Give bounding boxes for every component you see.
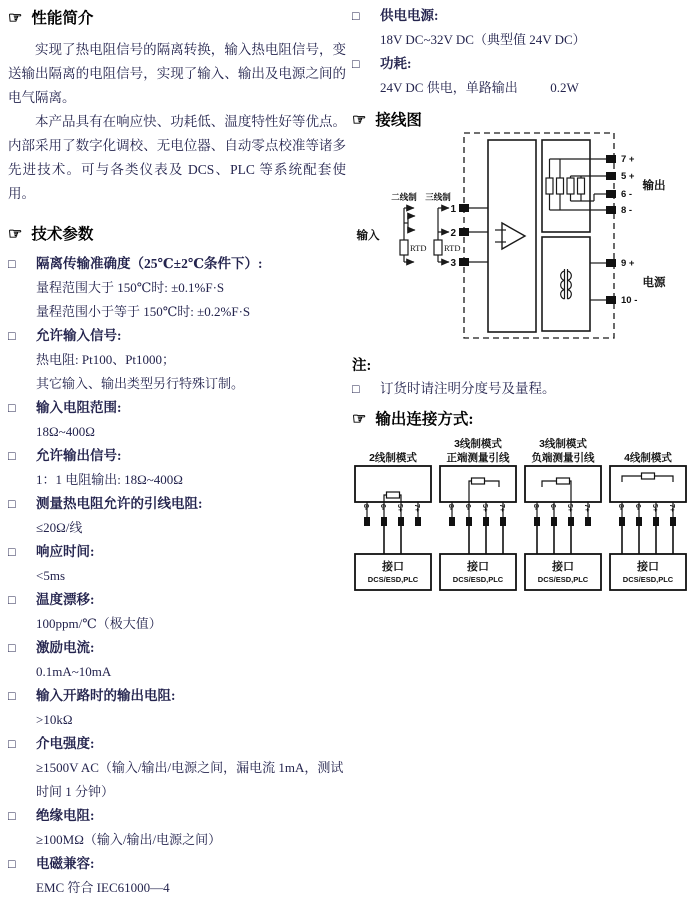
tech-item-label: 允许输入信号: [36, 328, 122, 343]
output-terminal-label: 6 - [621, 189, 633, 200]
interface-label: 接口 [382, 561, 404, 573]
load-resistor-icon [387, 492, 400, 498]
checkbox-bullet-icon: □ [8, 857, 16, 871]
output-connection-modes [352, 435, 692, 596]
pin-label: 5+ [566, 504, 573, 512]
note-text: 订货时请注明分度号及量程。 [380, 381, 556, 396]
checkbox-bullet-icon: □ [8, 257, 16, 271]
interface-sublabel: DCS/ESD,PLC [537, 575, 589, 584]
tech-item [8, 684, 346, 732]
checkbox-bullet-icon: □ [352, 57, 360, 71]
tech-item-label: 绝缘电阻: [36, 808, 95, 823]
mode-4wire-diagram [607, 465, 689, 591]
tech-item [8, 492, 346, 540]
note-heading: 注: [352, 358, 372, 374]
tech-item-label: 响应时间: [36, 544, 95, 559]
tech-item-value: ≤20Ω/线 [36, 520, 83, 535]
power-item-value: 24V DC 供电，单路输出 0.2W [380, 80, 579, 95]
power-terminal-label: 9 + [621, 258, 635, 269]
checkbox-bullet-icon: □ [8, 641, 16, 655]
pin-label: 8- [362, 504, 369, 511]
pin-label: 6- [549, 504, 556, 511]
pin-label: 7+ [498, 504, 505, 512]
checkbox-bullet-icon: □ [352, 9, 360, 23]
checkbox-bullet-icon: □ [8, 545, 16, 559]
tech-item-value: ≥1500V AC（输入/输出/电源之间，漏电流 1mA，测试时间 1 分钟） [36, 760, 344, 799]
tech-item [8, 636, 346, 684]
section-heading-tech-params [8, 222, 346, 244]
pin-label: 7+ [583, 504, 590, 512]
input-terminal-label: 1 [450, 204, 456, 215]
mode-3wire-negative [522, 435, 604, 596]
pointing-hand-icon: ☞ [8, 10, 23, 27]
input-terminal-label: 3 [450, 258, 456, 269]
tech-item-value: 0.1mA~10mA [36, 664, 112, 679]
tech-item [8, 852, 346, 900]
mode-title-line: 3线制模式 [539, 438, 587, 450]
tech-item-value: 量程范围大于 150℃时: ±0.1%F·S [36, 280, 225, 295]
pointing-hand-icon: ☞ [352, 112, 367, 129]
tech-item [8, 804, 346, 852]
checkbox-bullet-icon: □ [8, 401, 16, 415]
tech-item-label: 测量热电阻允许的引线电阻: [36, 496, 203, 511]
pointing-hand-icon: ☞ [352, 411, 367, 428]
tech-item-label: 激励电流: [36, 640, 95, 655]
mode-title [437, 435, 519, 465]
power-group-label: 电源 [642, 277, 666, 289]
output-terminal-label: 7 + [621, 154, 635, 165]
tech-item-label: 电磁兼容: [36, 856, 95, 871]
left-column [8, 4, 346, 900]
mode-3wire-pos-diagram [437, 465, 519, 591]
checkbox-bullet-icon: □ [8, 593, 16, 607]
tech-item-value: 18Ω~400Ω [36, 424, 95, 439]
two-wire-label: 二线制 [391, 192, 417, 202]
interface-sublabel: DCS/ESD,PLC [622, 575, 674, 584]
three-wire-label: 三线制 [425, 192, 451, 202]
mode-title [522, 435, 604, 465]
interface-label: 接口 [552, 561, 574, 573]
checkbox-bullet-icon: □ [352, 382, 360, 396]
intro-paragraph: 实现了热电阻信号的隔离转换，输入热电阻信号，变送输出隔离的电阻信号，实现了输入、输出及电源之间的电气隔离。 [8, 42, 346, 105]
power-supply-item [352, 4, 692, 52]
interface-sublabel: DCS/ESD,PLC [452, 575, 504, 584]
note-item [352, 377, 692, 401]
section-title: 输出连接方式: [375, 411, 474, 428]
interface-sublabel: DCS/ESD,PLC [367, 575, 419, 584]
tech-item-value: EMC 符合 IEC61000—4 [36, 880, 170, 895]
mode-2wire-diagram [352, 465, 434, 591]
tech-item-value: 1：1 电阻输出: 18Ω~400Ω [36, 472, 183, 487]
power-terminal-label: 10 - [621, 295, 638, 306]
mode-title [607, 435, 689, 465]
tech-item-label: 输入开路时的输出电阻: [36, 688, 176, 703]
pin-label: 7+ [668, 504, 675, 512]
checkbox-bullet-icon: □ [8, 809, 16, 823]
checkbox-bullet-icon: □ [8, 449, 16, 463]
tech-item-value: 量程范围小于等于 150℃时: ±0.2%F·S [36, 304, 251, 319]
transformer-block [542, 237, 590, 331]
checkbox-bullet-icon: □ [8, 737, 16, 751]
tech-item-value: 其它输入、输出类型另行特殊订制。 [36, 376, 245, 391]
right-column [352, 4, 692, 596]
tech-item-value: ≥100MΩ（输入/输出/电源之间） [36, 832, 222, 847]
pointing-hand-icon: ☞ [8, 226, 23, 243]
tech-item [8, 540, 346, 588]
isolator-box [610, 466, 686, 502]
power-consumption-item [352, 52, 692, 100]
tech-item [8, 252, 346, 324]
tech-item-label: 温度漂移: [36, 592, 95, 607]
amplifier-block [488, 140, 536, 332]
pin-label: 7+ [413, 504, 420, 512]
tech-item [8, 588, 346, 636]
tech-item [8, 732, 346, 804]
section-title: 性能简介 [31, 10, 94, 27]
output-terminal-label: 5 + [621, 171, 635, 182]
input-group-label: 输入 [356, 230, 380, 242]
pin-label: 5+ [651, 504, 658, 512]
tech-item-label: 隔离传输准确度（25℃±2℃条件下）: [36, 256, 263, 271]
tech-item [8, 324, 346, 396]
pin-label: 8- [532, 504, 539, 511]
power-item-value: 18V DC~32V DC（典型值 24V DC） [380, 32, 586, 47]
interface-label: 接口 [637, 561, 659, 573]
output-group-label: 输出 [642, 180, 666, 192]
pin-label: 6- [634, 504, 641, 511]
tech-item-label: 允许输出信号: [36, 448, 122, 463]
power-item-label: 供电电源: [380, 8, 439, 23]
pin-label: 6- [464, 504, 471, 511]
checkbox-bullet-icon: □ [8, 497, 16, 511]
pin-label: 8- [447, 504, 454, 511]
load-resistor-icon [557, 478, 570, 484]
tech-item-value: 热电阻: Pt100、Pt1000； [36, 352, 176, 367]
pin-label: 5+ [481, 504, 488, 512]
intro-paragraph: 本产品具有在响应快、功耗低、温度特性好等优点。内部采用了数字化调校、无电位器、自动零点校准等诸多先进技术。可与各类仪表及 DCS、PLC 等系统配套使用。 [8, 114, 346, 201]
section-title: 接线图 [375, 112, 422, 129]
tech-item-value: >10kΩ [36, 712, 73, 727]
power-item-label: 功耗: [380, 56, 412, 71]
load-resistor-icon [472, 478, 485, 484]
wiring-diagram [352, 130, 690, 344]
tech-item [8, 444, 346, 492]
isolator-box [355, 466, 431, 502]
mode-4wire [607, 435, 689, 596]
rtd-resistor-2wire [400, 240, 408, 255]
tech-item-value: <5ms [36, 568, 66, 583]
pin-label: 6- [379, 504, 386, 511]
terminal-squares [459, 155, 616, 304]
output-terminal-label: 8 - [621, 205, 633, 216]
interface-label: 接口 [467, 561, 489, 573]
mode-3wire-neg-diagram [522, 465, 604, 591]
tech-item-label: 介电强度: [36, 736, 95, 751]
mode-3wire-positive [437, 435, 519, 596]
section-heading-performance [8, 6, 346, 28]
load-resistor-icon [642, 473, 655, 479]
isolator-dashed-outline [464, 133, 614, 338]
pin-label: 5+ [396, 504, 403, 512]
mode-title-line: 4线制模式 [624, 452, 672, 464]
rtd-label: RTD [444, 243, 461, 253]
mode-title-line: 3线制模式 [454, 438, 502, 450]
input-terminal-label: 2 [450, 228, 456, 239]
checkbox-bullet-icon: □ [8, 329, 16, 343]
mode-title-line: 2线制模式 [369, 452, 417, 464]
wiring-lines [400, 133, 614, 338]
section-title: 技术参数 [31, 226, 94, 243]
mode-title-line: 负端测量引线 [531, 452, 595, 464]
mode-title-line: 正端测量引线 [446, 452, 510, 464]
section-heading-output-connection [352, 407, 692, 429]
tech-item-value: 100ppm/℃（极大值） [36, 616, 162, 631]
tech-item-label: 输入电阻范围: [36, 400, 122, 415]
mode-title [352, 435, 434, 465]
rtd-label: RTD [410, 243, 427, 253]
mode-2wire [352, 435, 434, 596]
rtd-resistor-3wire [434, 240, 442, 255]
checkbox-bullet-icon: □ [8, 689, 16, 703]
tech-item [8, 396, 346, 444]
section-heading-wiring [352, 108, 692, 130]
pin-label: 8- [617, 504, 624, 511]
